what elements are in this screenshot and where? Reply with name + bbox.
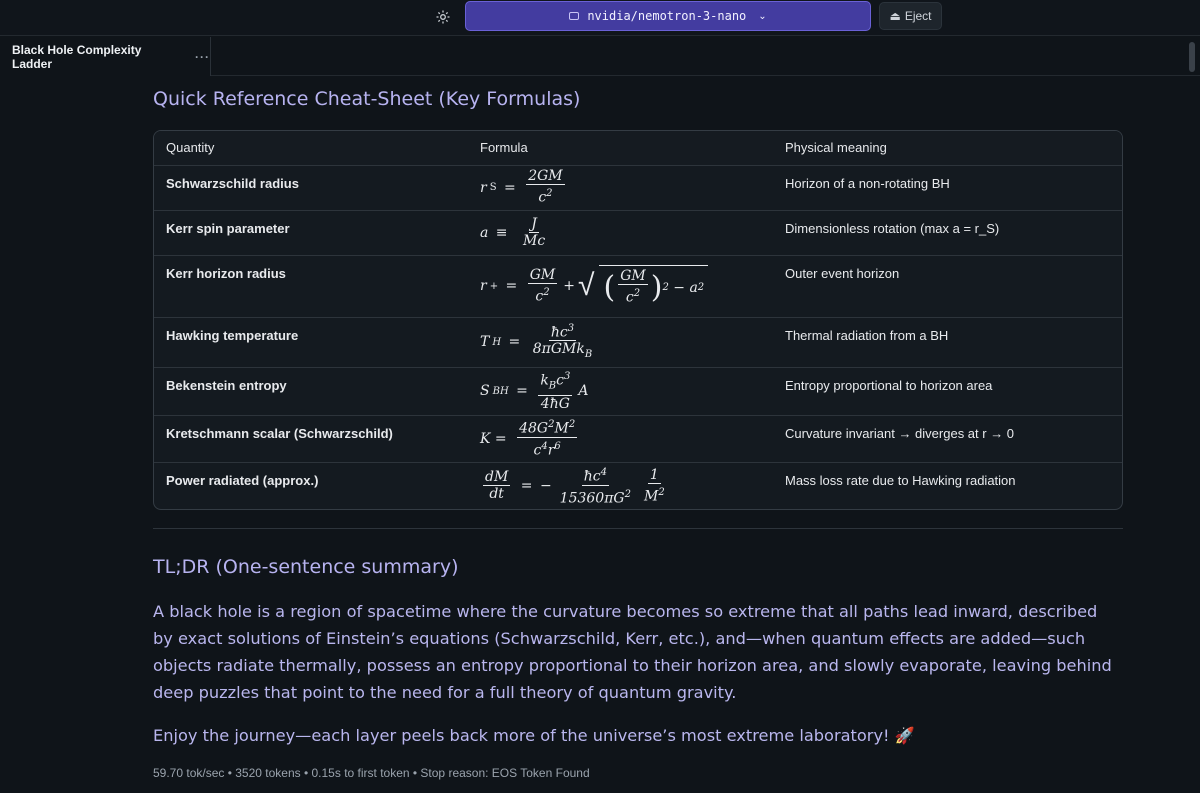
table-row — [154, 367, 1122, 415]
quantity-cell: Hawking temperature — [154, 317, 468, 367]
formula-table — [153, 130, 1123, 510]
formula-cell: a ≡ $\frac{J}{Mc}$ — [468, 210, 773, 255]
quantity-cell: Kerr horizon radius — [154, 255, 468, 317]
section-divider — [153, 528, 1123, 529]
model-chip-icon — [569, 12, 579, 20]
scrollbar-thumb[interactable] — [1189, 42, 1195, 72]
tab-title: Black Hole Complexity Ladder — [12, 42, 142, 71]
meaning-cell: Thermal radiation from a BH — [773, 317, 1122, 367]
meaning-cell: Entropy proportional to horizon area — [773, 367, 1122, 415]
quantity-cell: Kerr spin parameter — [154, 210, 468, 255]
tab-chat[interactable] — [0, 37, 211, 76]
model-selector[interactable] — [465, 1, 871, 31]
closing-line: Enjoy the journey—each layer peels back more of the universe’s most extreme laboratory! 🚀 — [153, 726, 915, 745]
meaning-cell: Outer event horizon — [773, 255, 1122, 317]
formula-cell: $\frac{dM}{dt}$ = − $\frac{ħc^4}{15360\pi G^2}$ $\frac{1}{M^2}$ — [485, 466, 665, 507]
table-row — [154, 255, 1122, 317]
eject-button[interactable] — [879, 2, 942, 30]
formula-cell: r S = $\frac{2GM}{c^2}$ — [468, 165, 773, 210]
meaning-cell: Mass loss rate due to Hawking radiation — [785, 472, 1016, 488]
tab-strip — [0, 37, 1200, 76]
quantity-cell: Power radiated (approx.) — [166, 472, 319, 488]
table-row — [154, 210, 1122, 255]
eject-icon: ⏏ — [889, 9, 901, 23]
table-row — [154, 462, 1122, 510]
formula-cell: r + = $\frac{GM}{c^2}$ + √ ( $\frac{GM}{c^2}$ ) 2 − a 2 — [468, 255, 773, 317]
meaning-cell: Horizon of a non-rotating BH — [773, 165, 1122, 210]
table-header-row — [154, 131, 1122, 165]
more-options-icon[interactable]: ··· — [195, 49, 210, 64]
tldr-paragraph: A black hole is a region of spacetime where the curvature becomes so extreme that all paths lead inward, described by exact solutions of Einstein’s equations (Schwarzschild, Kerr, etc.), and—when quantum effects are added—such objects radiate thermally, possess an entropy proportional to their horizon area, and slowly evaporate, leaving behind deep puzzles that point to the need for a full theory of quantum gravity. — [153, 602, 1112, 702]
formula-cell: K = $\frac{48G^2M^2}{c^4r^6}$ — [468, 415, 773, 462]
generation-stats: 59.70 tok/sec • 3520 tokens • 0.15s to first token • Stop reason: EOS Token Found — [153, 766, 590, 780]
quantity-cell: Schwarzschild radius — [154, 165, 468, 210]
table-row — [154, 317, 1122, 367]
col-meaning: Physical meaning — [773, 131, 1122, 165]
top-bar — [0, 0, 1200, 36]
chevron-down-icon: ⌄ — [758, 10, 767, 22]
quantity-cell: Kretschmann scalar (Schwarzschild) — [154, 415, 468, 462]
table-row — [154, 165, 1122, 210]
settings-gear-icon[interactable] — [432, 6, 454, 28]
table-row — [154, 415, 1122, 462]
tldr-heading: TL;DR (One-sentence summary) — [153, 556, 459, 578]
formula-cell: T H = $\frac{ħc^3}{8\pi GMk_B}$ — [468, 317, 773, 367]
meaning-cell: Curvature invariant → diverges at r → 0 — [773, 415, 1122, 462]
col-formula: Formula — [468, 131, 773, 165]
cheat-sheet-heading: Quick Reference Cheat-Sheet (Key Formulas) — [153, 88, 581, 110]
model-name: nvidia/nemotron-3-nano — [587, 9, 747, 23]
formula-cell: S BH = $\frac{k_Bc^3}{4ħG}$ A — [468, 367, 773, 415]
quantity-cell: Bekenstein entropy — [154, 367, 468, 415]
meaning-cell: Dimensionless rotation (max a = r_S) — [773, 210, 1122, 255]
eject-label: Eject — [904, 9, 932, 23]
col-quantity: Quantity — [154, 131, 468, 165]
